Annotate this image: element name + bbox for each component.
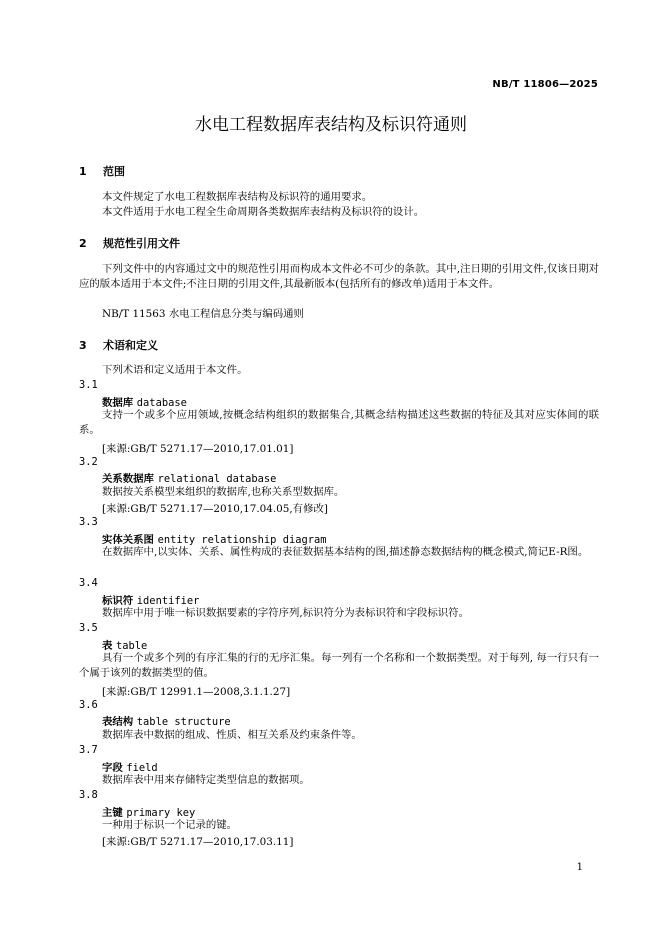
term-heading (102, 713, 231, 728)
paragraph: 本文件适用于水电工程全生命周期各类数据库表结构及标识符的设计。 (102, 206, 425, 218)
term-en: entity relationship diagram (157, 534, 327, 546)
term-zh: 实体关系图 (102, 534, 154, 546)
term-heading (102, 804, 195, 819)
term-zh: 表 (102, 640, 113, 652)
term-source: [来源:GB/T 5271.17—2010,17.04.05,有修改] (102, 503, 328, 515)
page-number: 1 (576, 862, 583, 873)
section-1-heading (79, 163, 125, 179)
document-code: NB/T 11806—2025 (492, 79, 598, 90)
term-number: 3.3 (79, 516, 98, 528)
term-zh: 标识符 (102, 595, 134, 607)
term-en: database (136, 397, 187, 409)
term-number: 3.5 (79, 622, 98, 634)
term-definition: 支持一个或多个应用领域,按概念结构组织的数据集合,其概念结构描述这些数据的特征及其对应实体间的联系。 (79, 409, 599, 436)
term-zh: 表结构 (102, 716, 134, 728)
term-en: field (126, 762, 158, 774)
term-heading (102, 394, 187, 409)
term-heading (102, 470, 276, 485)
term-number: 3.4 (79, 577, 98, 589)
term-heading (102, 531, 326, 546)
term-en: relational database (157, 473, 277, 485)
term-zh: 主键 (102, 807, 123, 819)
term-number: 3.8 (79, 789, 98, 801)
normative-reference: NB/T 11563 水电工程信息分类与编码通则 (102, 308, 304, 320)
section-title: 术语和定义 (103, 339, 158, 352)
paragraph: 下列文件中的内容通过文中的规范性引用而构成本文件必不可少的条款。其中,注日期的引用文件,仅该日期对应的版本适用于本文件;不注日期的引用文件,其最新版本(包括所有的修改单)适用于本文件。 (79, 263, 599, 290)
paragraph: 下列术语和定义适用于本文件。 (102, 364, 248, 376)
term-definition: 数据库表中数据的组成、性质、相互关系及约束条件等。 (102, 729, 362, 741)
term-zh: 字段 (102, 762, 123, 774)
term-number: 3.6 (79, 699, 98, 711)
paragraph: 本文件规定了水电工程数据库表结构及标识符的通用要求。 (102, 191, 373, 203)
document-title: 水电工程数据库表结构及标识符通则 (195, 115, 467, 135)
section-title: 范围 (103, 165, 125, 178)
term-en: primary key (126, 807, 196, 819)
term-definition: 数据库中用于唯一标识数据要素的字符序列,标识符分为表标识符和字段标识符。 (102, 607, 469, 619)
term-heading (102, 759, 158, 774)
term-source: [来源:GB/T 5271.17—2010,17.03.11] (102, 836, 294, 848)
term-source: [来源:GB/T 12991.1—2008,3.1.1.27] (102, 686, 291, 698)
term-en: identifier (136, 595, 200, 607)
section-2-heading (79, 235, 180, 251)
section-3-heading (79, 337, 158, 353)
term-zh: 数据库 (102, 397, 134, 409)
term-heading (102, 637, 147, 652)
term-en: table structure (136, 716, 231, 728)
section-number: 3 (79, 339, 87, 352)
term-definition: 一种用于标识一个记录的键。 (102, 819, 238, 831)
term-definition: 在数据库中,以实体、关系、属性构成的表征数据基本结构的图,描述静态数据结构的概念模式,简记E-R图。 (102, 546, 589, 558)
term-heading (102, 592, 199, 607)
term-zh: 关系数据库 (102, 473, 154, 485)
term-definition: 数据库表中用来存储特定类型信息的数据项。 (102, 774, 310, 786)
section-number: 2 (79, 237, 87, 250)
term-en: table (116, 640, 148, 652)
term-number: 3.7 (79, 744, 98, 756)
term-number: 3.2 (79, 456, 98, 468)
term-source: [来源:GB/T 5271.17—2010,17.01.01] (102, 443, 294, 455)
term-number: 3.1 (79, 379, 98, 391)
section-number: 1 (79, 165, 87, 178)
section-title: 规范性引用文件 (103, 237, 180, 250)
term-definition: 数据按关系模型来组织的数据库,也称关系型数据库。 (102, 486, 345, 498)
term-definition: 具有一个或多个列的有序汇集的行的无序汇集。每一列有一个名称和一个数据类型。对于每列, 每一行只有一个属于该列的数据类型的值。 (79, 652, 599, 679)
